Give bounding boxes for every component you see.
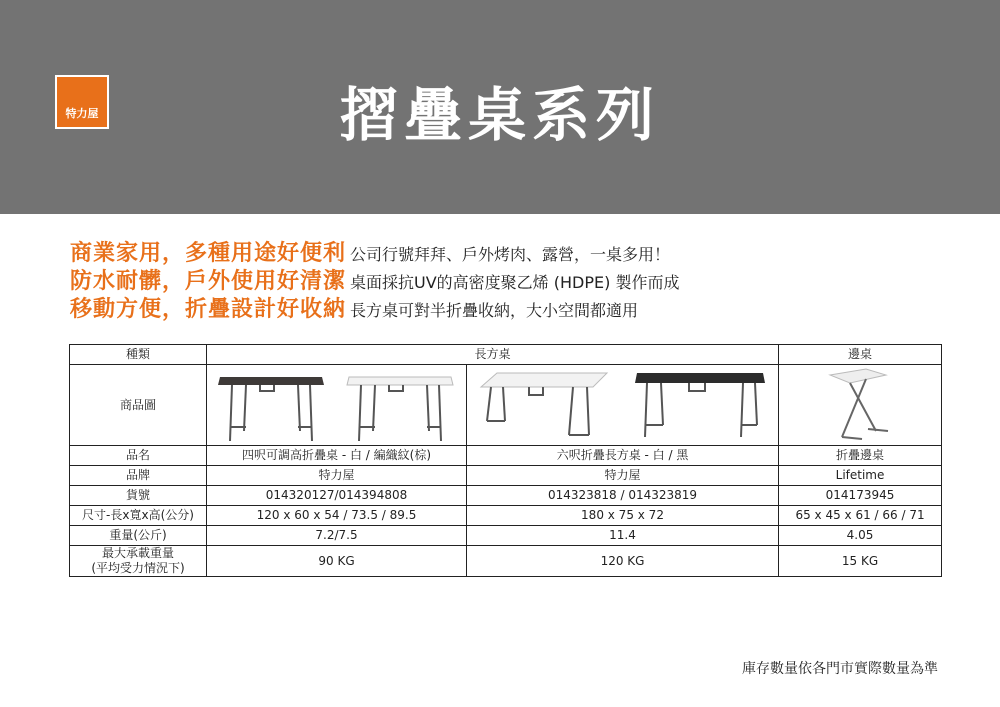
feature-item — [70, 241, 679, 267]
brand-side: Lifetime — [779, 466, 942, 486]
row-label-category: 種類 — [70, 345, 207, 365]
brand-logo-text: 特力屋 — [65, 107, 99, 120]
image-cell-4ft — [207, 365, 467, 446]
row-label-brand: 品牌 — [70, 466, 207, 486]
feature-description: 桌面採抗UV的高密度聚乙烯 (HDPE) 製作而成 — [350, 273, 680, 292]
feature-heading: 商業家用，多種用途好便利 — [70, 241, 347, 266]
load-label-line1: 最大承載重量 — [101, 546, 174, 560]
black-6ft-table-image — [633, 365, 768, 445]
brown-4ft-table-image — [216, 365, 328, 445]
feature-item — [70, 297, 679, 323]
brand-4ft: 特力屋 — [207, 466, 467, 486]
weight-4ft: 7.2/7.5 — [207, 526, 467, 546]
category-side-table: 邊桌 — [779, 345, 942, 365]
stock-footnote: 庫存數量依各門市實際數量為準 — [742, 661, 938, 677]
table-row — [70, 546, 942, 577]
white-6ft-table-image — [477, 365, 612, 445]
size-side: 65 x 45 x 61 / 66 / 71 — [779, 506, 942, 526]
sku-6ft: 014323818 / 014323819 — [467, 486, 779, 506]
row-label-weight: 重量(公斤) — [70, 526, 207, 546]
side-table-image — [820, 365, 900, 445]
size-6ft: 180 x 75 x 72 — [467, 506, 779, 526]
image-cell-6ft — [467, 365, 779, 446]
feature-heading: 移動方便，折疊設計好收納 — [70, 297, 347, 322]
load-6ft: 120 KG — [467, 546, 779, 577]
weight-6ft: 11.4 — [467, 526, 779, 546]
row-label-load — [70, 546, 207, 577]
brand-6ft: 特力屋 — [467, 466, 779, 486]
feature-list — [70, 241, 679, 325]
row-label-name: 品名 — [70, 446, 207, 466]
name-6ft: 六呎折疊長方桌 - 白 / 黑 — [467, 446, 779, 466]
sku-4ft: 014320127/014394808 — [207, 486, 467, 506]
name-4ft: 四呎可調高折疊桌 - 白 / 編織紋(棕) — [207, 446, 467, 466]
image-cell-side — [779, 365, 942, 446]
row-label-image: 商品圖 — [70, 365, 207, 446]
feature-description: 長方桌可對半折疊收納，大小空間都適用 — [350, 301, 639, 320]
name-side: 折疊邊桌 — [779, 446, 942, 466]
white-4ft-table-image — [345, 365, 457, 445]
load-4ft: 90 KG — [207, 546, 467, 577]
table-row — [70, 486, 942, 506]
table-row-images — [70, 365, 942, 446]
feature-heading: 防水耐髒，戶外使用好清潔 — [70, 269, 347, 294]
page-title: 摺疊桌系列 — [339, 81, 660, 149]
load-label-line2: (平均受力情況下) — [91, 561, 185, 575]
size-4ft: 120 x 60 x 54 / 73.5 / 89.5 — [207, 506, 467, 526]
row-label-size: 尺寸-長x寬x高(公分) — [70, 506, 207, 526]
feature-description: 公司行號拜拜、戶外烤肉、露營，一桌多用！ — [350, 245, 671, 264]
weight-side: 4.05 — [779, 526, 942, 546]
table-row — [70, 446, 942, 466]
row-label-sku: 貨號 — [70, 486, 207, 506]
header-banner — [0, 0, 1000, 214]
load-side: 15 KG — [779, 546, 942, 577]
table-row — [70, 526, 942, 546]
table-row — [70, 506, 942, 526]
table-row-category — [70, 345, 942, 365]
sku-side: 014173945 — [779, 486, 942, 506]
category-rect-table: 長方桌 — [207, 345, 779, 365]
spec-table — [69, 344, 942, 577]
table-row — [70, 466, 942, 486]
feature-item — [70, 269, 679, 295]
